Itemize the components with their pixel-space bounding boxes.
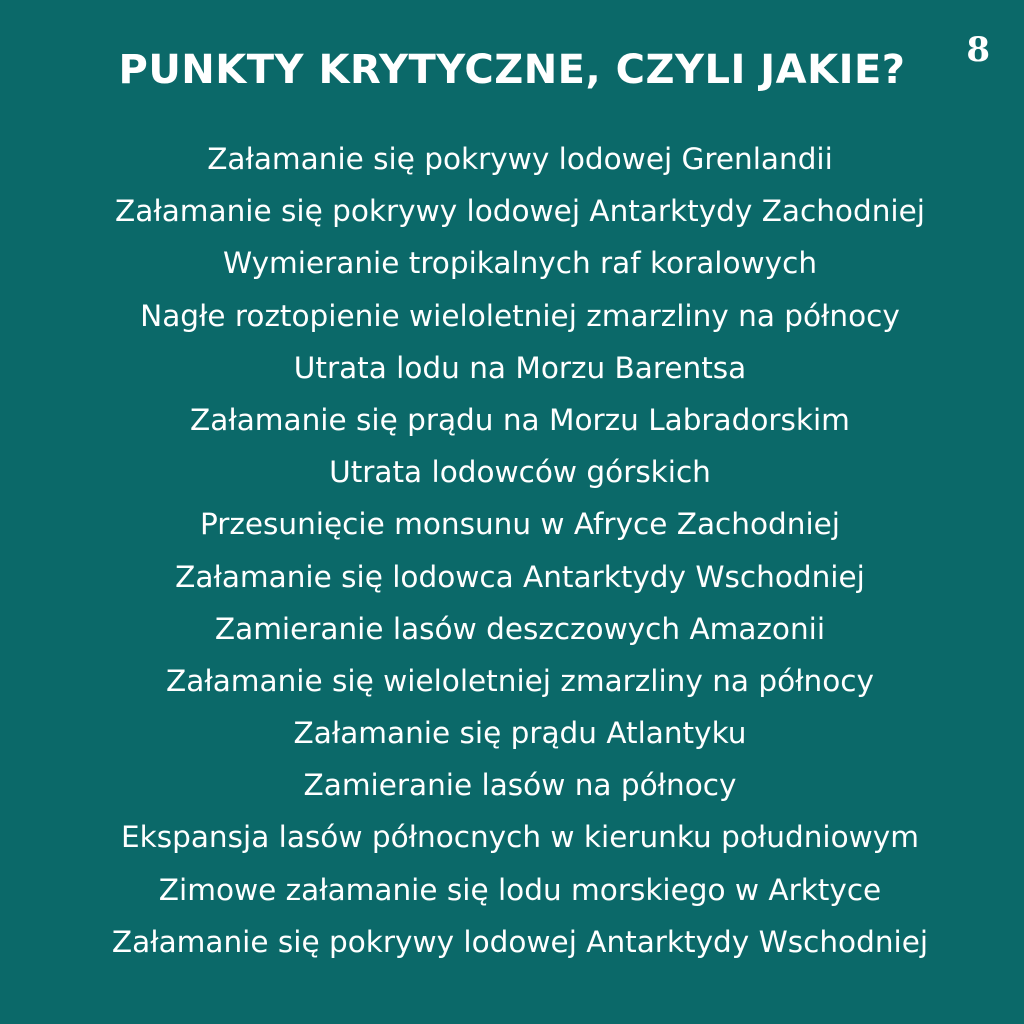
page-number: 8 <box>966 30 990 70</box>
list-item: Załamanie się wieloletniej zmarzliny na północy <box>166 663 874 698</box>
list-item: Załamanie się pokrywy lodowej Antarktydy Wschodniej <box>111 924 929 959</box>
tipping-points-list <box>0 133 1024 968</box>
list-item: Nagłe roztopienie wieloletniej zmarzliny na północy <box>140 298 900 333</box>
list-item: Ekspansja lasów północnych w kierunku południowym <box>121 820 919 855</box>
list-item: Załamanie się prądu Atlantyku <box>293 716 747 751</box>
list-item: Zimowe załamanie się lodu morskiego w Arktyce <box>158 872 882 907</box>
list-item: Załamanie się lodowca Antarktydy Wschodniej <box>175 559 865 594</box>
list-item: Utrata lodu na Morzu Barentsa <box>293 350 747 385</box>
list-item: Zamieranie lasów na północy <box>303 768 737 803</box>
list-item: Utrata lodowców górskich <box>329 455 711 490</box>
list-item: Wymieranie tropikalnych raf koralowych <box>222 246 818 281</box>
list-item: Załamanie się pokrywy lodowej Grenlandii <box>207 142 833 176</box>
list-item: Załamanie się pokrywy lodowej Antarktydy Zachodniej <box>115 194 925 229</box>
list-item: Przesunięcie monsunu w Afryce Zachodniej <box>200 507 840 542</box>
list-item: Załamanie się prądu na Morzu Labradorskim <box>190 402 850 437</box>
page-title: PUNKTY KRYTYCZNE, CZYLI JAKIE? <box>118 47 906 93</box>
list-item: Zamieranie lasów deszczowych Amazonii <box>214 611 826 646</box>
